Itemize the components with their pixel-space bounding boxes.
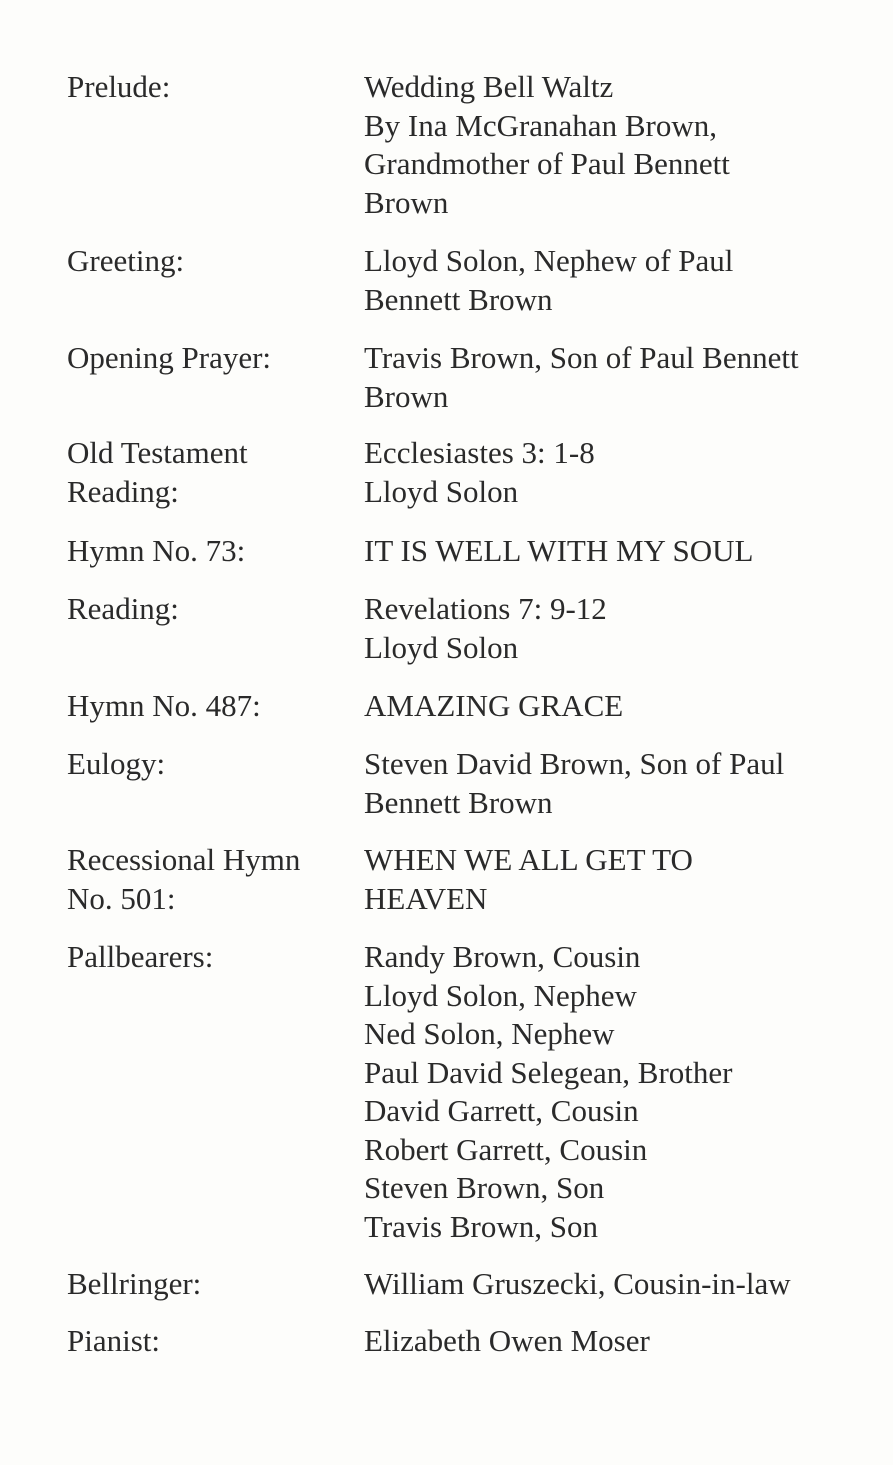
row-value <box>364 532 864 571</box>
row-value <box>364 590 864 667</box>
row-label <box>67 687 337 726</box>
label-line: Opening Prayer: <box>67 340 272 375</box>
value-line: Lloyd Solon, Nephew <box>364 977 637 1013</box>
label-line: No. 501: <box>67 880 176 916</box>
row-label <box>67 242 337 281</box>
row-label <box>67 339 337 378</box>
row-label <box>67 938 337 977</box>
value-line: Travis Brown, Son <box>364 1208 598 1244</box>
label-line: Recessional Hymn <box>67 842 301 877</box>
value-line: Steven David Brown, Son of Paul <box>364 746 785 781</box>
value-line: Travis Brown, Son of Paul Bennett <box>364 340 799 375</box>
row-value <box>364 68 864 222</box>
value-line: AMAZING GRACE <box>364 688 624 723</box>
value-line: Elizabeth Owen Moser <box>364 1323 650 1358</box>
value-line: Steven Brown, Son <box>364 1170 605 1205</box>
value-line: Paul David Selegean, Brother <box>364 1054 733 1090</box>
row-value <box>364 938 864 1246</box>
label-line: Bellringer: <box>67 1266 202 1301</box>
label-line: Hymn No. 73: <box>67 533 246 568</box>
row-value <box>364 841 864 918</box>
row-value <box>364 339 864 416</box>
value-line: Wedding Bell Waltz <box>364 69 614 104</box>
label-line: Eulogy: <box>67 746 166 781</box>
row-label <box>67 434 337 511</box>
value-line: Ecclesiastes 3: 1-8 <box>364 435 595 470</box>
value-line: Lloyd Solon, Nephew of Paul <box>364 243 734 278</box>
value-line: Revelations 7: 9-12 <box>364 591 607 626</box>
value-line: Randy Brown, Cousin <box>364 939 641 974</box>
row-label <box>67 532 337 571</box>
label-line: Prelude: <box>67 69 171 104</box>
row-label <box>67 68 337 107</box>
row-label <box>67 590 337 629</box>
value-line: David Garrett, Cousin <box>364 1093 639 1128</box>
label-line: Reading: <box>67 591 179 626</box>
value-line: Lloyd Solon <box>364 473 519 509</box>
label-line: Old Testament <box>67 435 248 470</box>
row-label <box>67 841 337 918</box>
row-label <box>67 745 337 784</box>
value-line: Brown <box>364 378 449 414</box>
value-line: Bennett Brown <box>364 281 553 317</box>
row-value <box>364 687 864 726</box>
label-line: Reading: <box>67 473 179 509</box>
value-line: Bennett Brown <box>364 784 553 820</box>
value-line: Brown <box>364 184 449 220</box>
value-line: HEAVEN <box>364 880 488 916</box>
row-label <box>67 1265 337 1304</box>
row-label <box>67 1322 337 1361</box>
label-line: Hymn No. 487: <box>67 688 261 723</box>
value-line: Ned Solon, Nephew <box>364 1016 615 1051</box>
label-line: Pallbearers: <box>67 939 214 974</box>
row-value <box>364 434 864 511</box>
row-value <box>364 242 864 319</box>
value-line: Robert Garrett, Cousin <box>364 1131 648 1167</box>
value-line: WHEN WE ALL GET TO <box>364 842 693 877</box>
value-line: Grandmother of Paul Bennett <box>364 146 730 181</box>
value-line: William Gruszecki, Cousin-in-law <box>364 1266 791 1301</box>
row-value <box>364 1322 864 1361</box>
value-line: By Ina McGranahan Brown, <box>364 107 717 143</box>
label-line: Pianist: <box>67 1323 161 1358</box>
value-line: IT IS WELL WITH MY SOUL <box>364 533 754 568</box>
row-value <box>364 1265 864 1304</box>
label-line: Greeting: <box>67 243 185 278</box>
value-line: Lloyd Solon <box>364 629 519 665</box>
row-value <box>364 745 864 822</box>
